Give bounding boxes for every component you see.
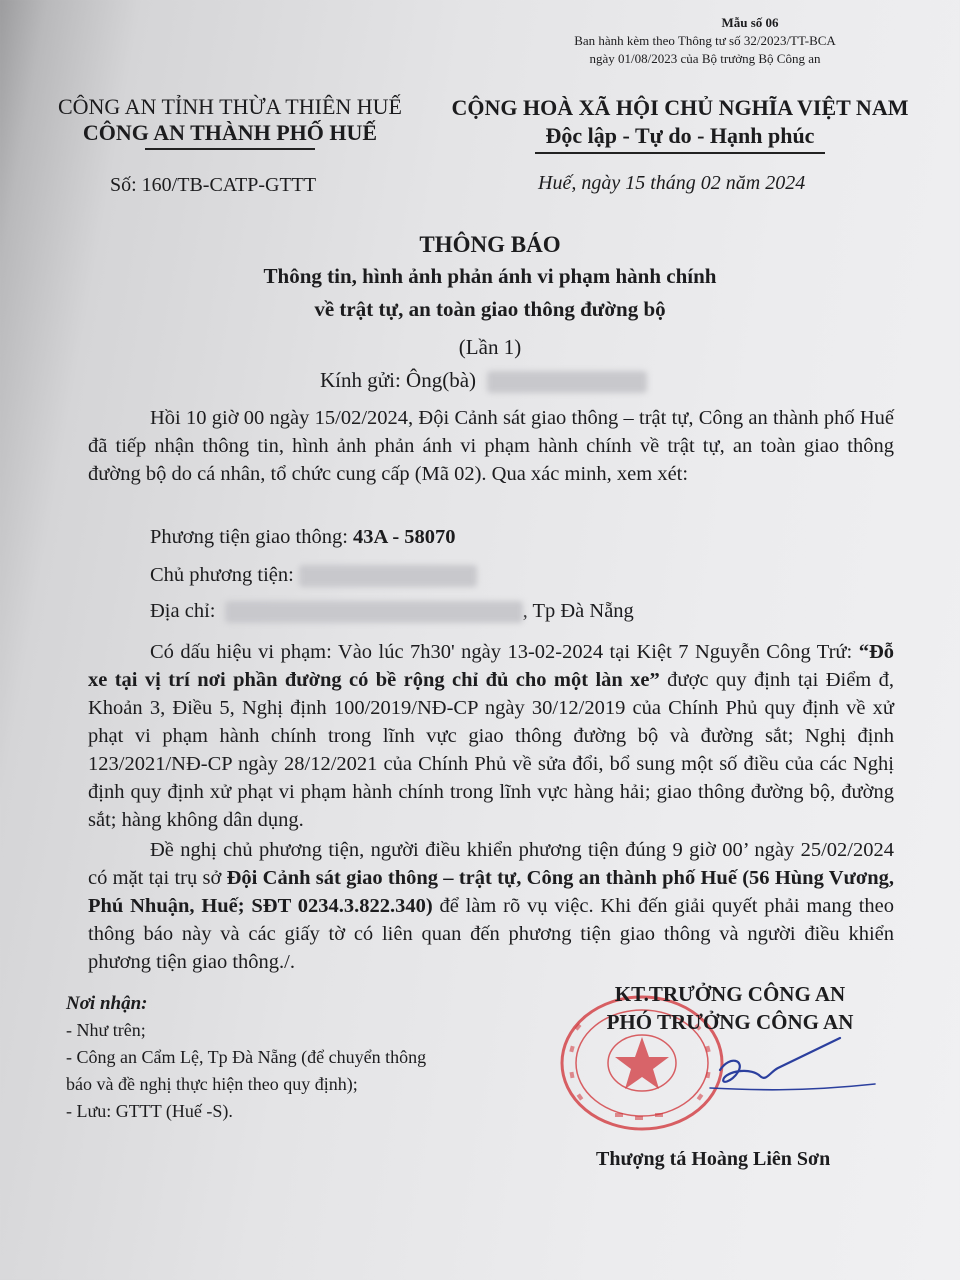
address-label: Địa chỉ: [150, 600, 221, 622]
signature-authority: KT.TRƯỞNG CÔNG AN [614, 982, 846, 1006]
recipient-line [320, 368, 647, 393]
document-subtitle-2: về trật tự, an toàn giao thông đường bộ [314, 297, 666, 321]
address-city: , Tp Đà Nẵng [522, 600, 634, 622]
place-date: Huế, ngày 15 tháng 02 năm 2024 [538, 172, 806, 194]
redacted-owner-name [299, 565, 477, 587]
recipient-item-2: - Công an Cẩm Lệ, Tp Đà Nẵng (để chuyển thông [66, 1047, 427, 1067]
paragraph-receipt-text: Hồi 10 giờ 00 ngày 15/02/2024, Đội Cảnh sát giao thông – trật tự, Công an thành phố Huế đã tiếp nhận thông tin, hình ảnh phản ánh vi phạm hành chính về trật tự, an toàn giao thông đường bộ do cá nhân, tổ chức cung cấp (Mã 02). Qua xác minh, xem xét: [88, 407, 894, 485]
form-number: Mẫu số 06 [721, 15, 779, 30]
request-prefix: Đề nghị chủ phương tiện, người điều khiển phương tiện đúng 9 giờ 00’ ngày 25/02/2024 có mặt tại trụ sở [88, 839, 894, 889]
violation-behavior: “Đỗ xe tại vị trí nơi phần đường có bề rộng chỉ đủ cho một làn xe” [88, 641, 894, 691]
form-reference [540, 14, 870, 68]
request-office: Đội Cảnh sát giao thông – trật tự, Công an thành phố Huế (56 Hùng Vương, Phú Nhuận, Huế; SĐT 0234.3.822.340) [88, 867, 894, 917]
national-header [440, 94, 920, 154]
owner-label: Chủ phương tiện: [150, 564, 299, 586]
recipients-heading: Nơi nhận: [66, 993, 148, 1014]
recipient-item-2-cont: báo và đề nghị thực hiện theo quy định); [66, 1074, 358, 1094]
notice-round: (Lần 1) [458, 335, 522, 359]
recipient-label: Kính gửi: Ông(bà) [320, 368, 477, 392]
redacted-recipient-name [487, 371, 647, 393]
motto-underline [535, 152, 825, 154]
recipient-item-1: - Như trên; [66, 1020, 146, 1040]
document-subtitle-1: Thông tin, hình ảnh phản ánh vi phạm hành chính [263, 264, 717, 288]
violation-prefix: Có dấu hiệu vi phạm: Vào lúc 7h30' ngày 13-02-2024 tại Kiệt 7 Nguyễn Công Trứ: [150, 641, 859, 663]
signature-title: PHÓ TRƯỞNG CÔNG AN [606, 1010, 854, 1034]
handwritten-signature [690, 1010, 890, 1110]
paragraph-violation [88, 638, 894, 834]
issuing-agency [40, 94, 420, 150]
national-motto: Độc lập - Tự do - Hạnh phúc [545, 123, 815, 148]
vehicle-owner-row [150, 564, 477, 587]
agency-name: CÔNG AN THÀNH PHỐ HUẾ [82, 120, 378, 145]
request-suffix: để làm rõ vụ việc. Khi đến giải quyết phải mang theo thông báo này và các giấy tờ có liên quan đến phương tiện giao thông và người điều khiển phương tiện giao thông./. [88, 895, 894, 973]
paragraph-receipt [88, 404, 894, 488]
vehicle-plate-row [150, 526, 456, 549]
redacted-address [225, 601, 523, 623]
recipients-block [66, 990, 426, 1125]
agency-parent: CÔNG AN TỈNH THỪA THIÊN HUẾ [57, 94, 402, 119]
paragraph-request [88, 836, 894, 976]
vehicle-plate: 43A - 58070 [353, 526, 456, 548]
recipient-item-3: - Lưu: GTTT (Huế -S). [66, 1101, 233, 1121]
nation-title: CỘNG HOÀ XÃ HỘI CHỦ NGHĨA VIỆT NAM [451, 95, 909, 120]
agency-underline [145, 148, 315, 150]
document-number: Số: 160/TB-CATP-GTTT [110, 174, 317, 196]
form-issued-line1: Ban hành kèm theo Thông tư số 32/2023/TT-BCA [574, 33, 836, 48]
vehicle-label: Phương tiện giao thông: [150, 526, 354, 548]
violation-legal-basis: được quy định tại Điểm đ, Khoản 3, Điều 5, Nghị định 100/2019/NĐ-CP ngày 30/12/2019 của Chính Phủ quy định về xử phạt vi phạm hành chính trong lĩnh vực giao thông đường bộ và đường sắt; Nghị định 123/2021/NĐ-CP ngày 28/12/2021 của Chính Phủ về sửa đổi, bổ sung một số điều của các Nghị định quy định xử phạt vi phạm hành chính trong lĩnh vực hàng hải; giao thông đường bộ, đường sắt; hàng không dân dụng. [88, 669, 894, 831]
signer-name: Thượng tá Hoàng Liên Sơn [596, 1148, 831, 1170]
document-title: THÔNG BÁO [419, 232, 561, 257]
owner-address-row [150, 600, 634, 623]
form-issued-line2: ngày 01/08/2023 của Bộ trưởng Bộ Công an [589, 51, 821, 66]
